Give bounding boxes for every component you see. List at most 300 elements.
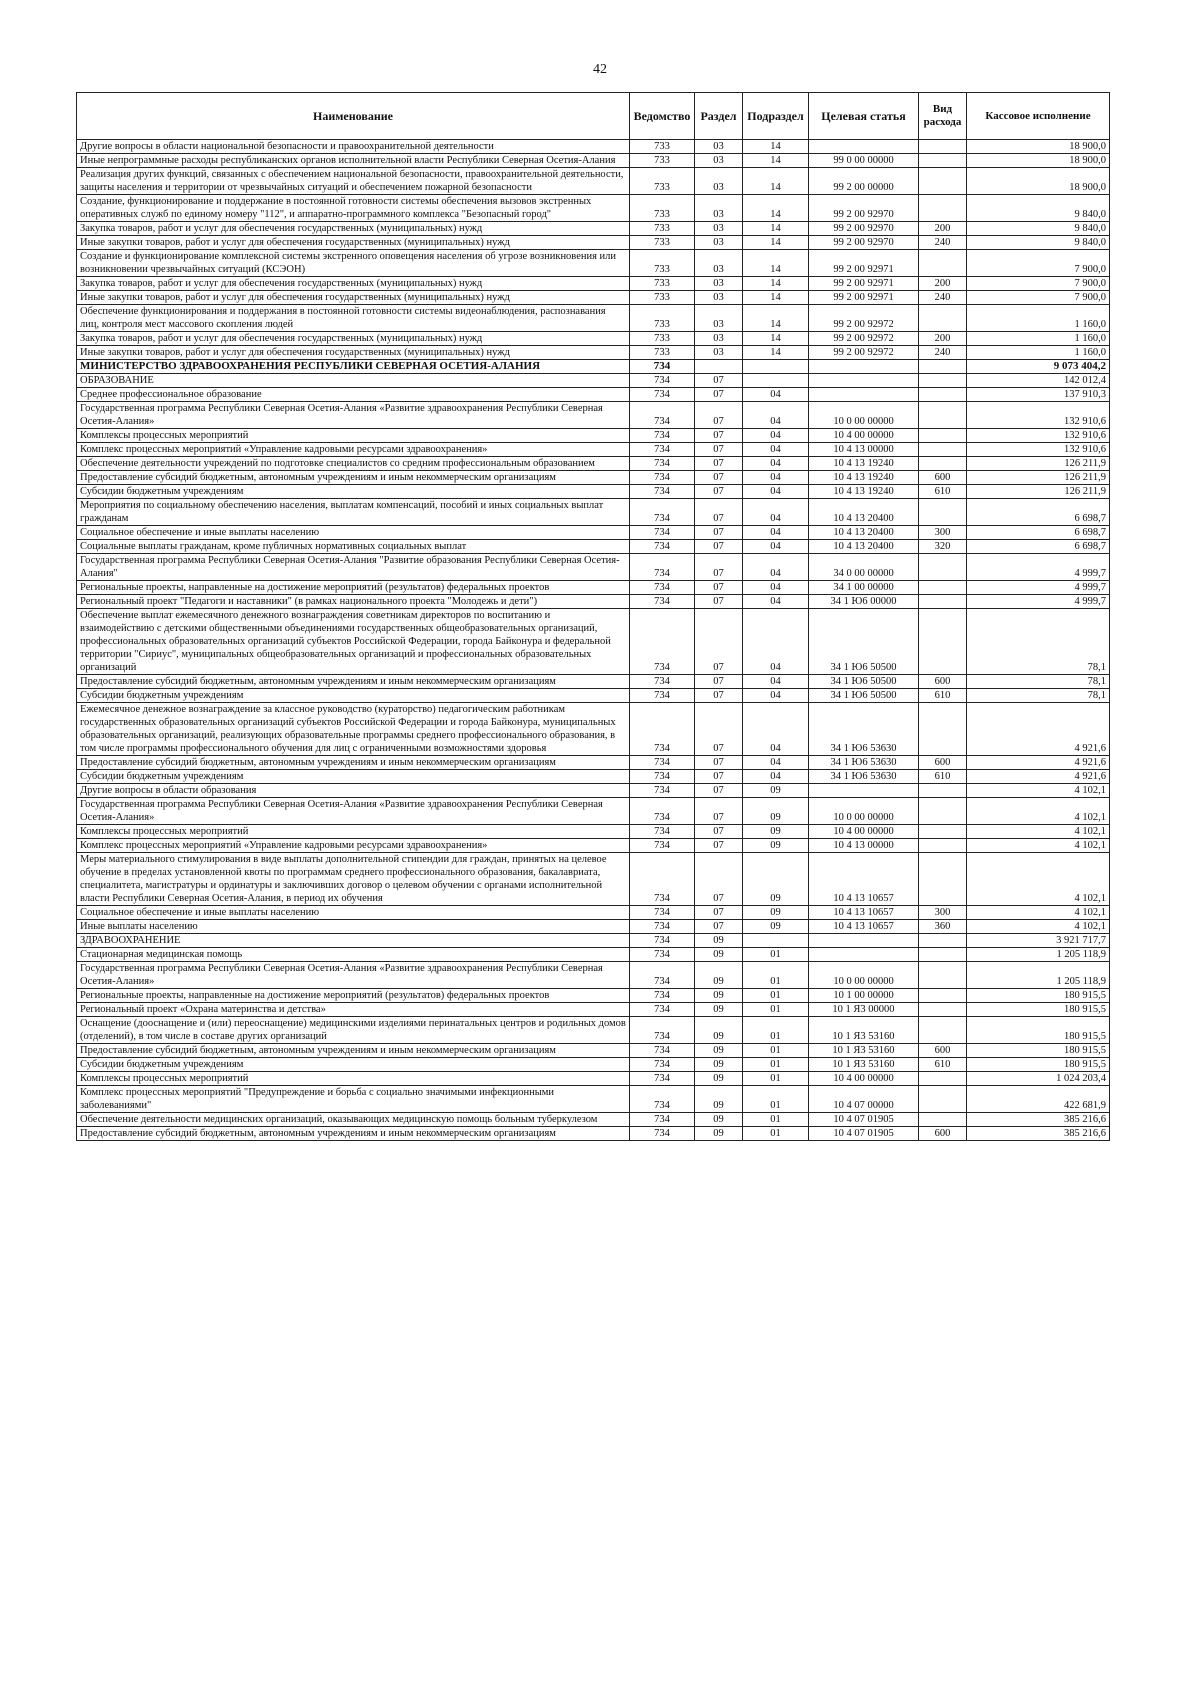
row-section-cell: 09 [695, 1072, 743, 1086]
row-amount-cell: 6 698,7 [967, 540, 1110, 554]
row-dept-cell: 734 [630, 595, 695, 609]
row-dept-cell: 734 [630, 499, 695, 526]
row-name-cell: Другие вопросы в области национальной безопасности и правоохранительной деятельности [77, 140, 630, 154]
row-dept-cell: 734 [630, 360, 695, 374]
row-name-cell: Предоставление субсидий бюджетным, автономным учреждениям и иным некоммерческим организациям [77, 675, 630, 689]
row-type-cell: 600 [919, 675, 967, 689]
row-amount-cell: 1 024 203,4 [967, 1072, 1110, 1086]
row-section-cell: 03 [695, 236, 743, 250]
row-subsection-cell: 04 [743, 581, 809, 595]
row-amount-cell: 18 900,0 [967, 154, 1110, 168]
row-target-cell: 10 4 07 01905 [809, 1127, 919, 1141]
row-target-cell: 10 4 13 00000 [809, 443, 919, 457]
row-target-cell [809, 374, 919, 388]
row-name-cell: Комплекс процессных мероприятий «Управление кадровыми ресурсами здравоохранения» [77, 443, 630, 457]
row-subsection-cell: 04 [743, 756, 809, 770]
row-section-cell: 07 [695, 784, 743, 798]
table-row [77, 756, 1110, 770]
row-section-cell: 07 [695, 703, 743, 756]
row-type-cell [919, 798, 967, 825]
row-section-cell: 03 [695, 222, 743, 236]
row-dept-cell: 733 [630, 154, 695, 168]
row-section-cell: 07 [695, 825, 743, 839]
row-dept-cell: 734 [630, 920, 695, 934]
table-row [77, 948, 1110, 962]
row-dept-cell: 733 [630, 291, 695, 305]
row-name-cell: Иные закупки товаров, работ и услуг для обеспечения государственных (муниципальных) нужд [77, 291, 630, 305]
table-row [77, 853, 1110, 906]
row-section-cell: 09 [695, 1058, 743, 1072]
row-target-cell [809, 388, 919, 402]
row-amount-cell: 7 900,0 [967, 277, 1110, 291]
row-name-cell: Иные выплаты населению [77, 920, 630, 934]
table-row [77, 526, 1110, 540]
row-dept-cell: 734 [630, 581, 695, 595]
row-name-cell: Среднее профессиональное образование [77, 388, 630, 402]
row-name-cell: Региональный проект "Педагоги и наставники" (в рамках национального проекта "Молодежь и дети") [77, 595, 630, 609]
row-dept-cell: 733 [630, 250, 695, 277]
row-amount-cell: 78,1 [967, 675, 1110, 689]
row-amount-cell: 1 205 118,9 [967, 948, 1110, 962]
row-amount-cell: 1 160,0 [967, 346, 1110, 360]
row-dept-cell: 733 [630, 305, 695, 332]
row-name-cell: Комплекс процессных мероприятий «Управление кадровыми ресурсами здравоохранения» [77, 839, 630, 853]
row-type-cell: 600 [919, 471, 967, 485]
row-target-cell: 99 2 00 92972 [809, 346, 919, 360]
row-dept-cell: 734 [630, 1058, 695, 1072]
table-row [77, 906, 1110, 920]
table-row [77, 920, 1110, 934]
row-amount-cell: 385 216,6 [967, 1113, 1110, 1127]
row-section-cell: 09 [695, 948, 743, 962]
row-target-cell: 10 4 00 00000 [809, 825, 919, 839]
row-amount-cell: 137 910,3 [967, 388, 1110, 402]
table-row [77, 1086, 1110, 1113]
row-target-cell: 10 4 13 20400 [809, 526, 919, 540]
row-section-cell: 07 [695, 540, 743, 554]
row-dept-cell: 734 [630, 402, 695, 429]
row-name-cell: Государственная программа Республики Северная Осетия-Алания «Развитие здравоохранения Республики Северная Осетия-Алания» [77, 798, 630, 825]
row-name-cell: Другие вопросы в области образования [77, 784, 630, 798]
row-section-cell: 07 [695, 526, 743, 540]
row-type-cell [919, 360, 967, 374]
row-name-cell: Реализация других функций, связанных с обеспечением национальной безопасности, правоохранительной деятельности, защиты населения и территории от чрезвычайных ситуаций и обеспечением пожарной безопасности [77, 168, 630, 195]
table-row [77, 989, 1110, 1003]
row-amount-cell: 78,1 [967, 609, 1110, 675]
row-dept-cell: 733 [630, 332, 695, 346]
row-type-cell [919, 429, 967, 443]
row-target-cell: 10 0 00 00000 [809, 402, 919, 429]
row-target-cell: 10 1 Я3 53160 [809, 1058, 919, 1072]
row-dept-cell: 734 [630, 1044, 695, 1058]
row-dept-cell: 733 [630, 346, 695, 360]
row-section-cell: 03 [695, 277, 743, 291]
row-type-cell: 610 [919, 485, 967, 499]
row-subsection-cell: 01 [743, 962, 809, 989]
row-target-cell: 10 1 00 00000 [809, 989, 919, 1003]
row-amount-cell: 9 840,0 [967, 195, 1110, 222]
row-type-cell [919, 609, 967, 675]
row-name-cell: Государственная программа Республики Северная Осетия-Алания «Развитие здравоохранения Республики Северная Осетия-Алания» [77, 962, 630, 989]
row-amount-cell: 1 205 118,9 [967, 962, 1110, 989]
row-amount-cell: 126 211,9 [967, 457, 1110, 471]
row-section-cell: 03 [695, 195, 743, 222]
row-section-cell: 07 [695, 429, 743, 443]
row-section-cell: 03 [695, 168, 743, 195]
row-subsection-cell: 14 [743, 222, 809, 236]
row-name-cell: Социальное обеспечение и иные выплаты населению [77, 906, 630, 920]
table-row [77, 236, 1110, 250]
row-section-cell: 09 [695, 1017, 743, 1044]
row-type-cell [919, 140, 967, 154]
row-amount-cell: 4 102,1 [967, 798, 1110, 825]
row-subsection-cell: 14 [743, 277, 809, 291]
header-target: Целевая статья [809, 93, 919, 140]
row-type-cell [919, 402, 967, 429]
table-row [77, 195, 1110, 222]
row-subsection-cell: 14 [743, 291, 809, 305]
row-target-cell: 99 2 00 92970 [809, 236, 919, 250]
row-subsection-cell: 09 [743, 784, 809, 798]
row-type-cell [919, 374, 967, 388]
row-target-cell: 34 1 Ю6 53630 [809, 703, 919, 756]
row-amount-cell: 4 921,6 [967, 770, 1110, 784]
row-subsection-cell: 04 [743, 540, 809, 554]
header-expense-type: Вид расхода [919, 93, 967, 140]
row-type-cell [919, 554, 967, 581]
row-target-cell: 34 1 Ю6 50500 [809, 675, 919, 689]
row-dept-cell: 734 [630, 798, 695, 825]
row-section-cell: 07 [695, 853, 743, 906]
row-name-cell: Предоставление субсидий бюджетным, автономным учреждениям и иным некоммерческим организациям [77, 756, 630, 770]
row-dept-cell: 733 [630, 140, 695, 154]
row-name-cell: Государственная программа Республики Северная Осетия-Алания «Развитие здравоохранения Республики Северная Осетия-Алания» [77, 402, 630, 429]
table-row [77, 485, 1110, 499]
row-target-cell: 10 4 13 10657 [809, 920, 919, 934]
row-dept-cell: 734 [630, 485, 695, 499]
row-amount-cell: 4 102,1 [967, 906, 1110, 920]
row-name-cell: Иные непрограммные расходы республиканских органов исполнительной власти Республики Северная Осетия-Алания [77, 154, 630, 168]
row-target-cell: 10 4 13 00000 [809, 839, 919, 853]
row-amount-cell: 3 921 717,7 [967, 934, 1110, 948]
row-dept-cell: 734 [630, 1113, 695, 1127]
row-type-cell [919, 154, 967, 168]
row-subsection-cell: 14 [743, 346, 809, 360]
row-subsection-cell: 09 [743, 825, 809, 839]
row-type-cell: 300 [919, 526, 967, 540]
row-subsection-cell: 01 [743, 1113, 809, 1127]
row-section-cell: 09 [695, 934, 743, 948]
header-execution: Кассовое исполнение [967, 93, 1110, 140]
row-type-cell [919, 948, 967, 962]
table-row [77, 443, 1110, 457]
row-type-cell: 360 [919, 920, 967, 934]
row-type-cell: 600 [919, 756, 967, 770]
row-target-cell: 34 1 Ю6 50500 [809, 609, 919, 675]
row-target-cell [809, 948, 919, 962]
row-dept-cell: 734 [630, 962, 695, 989]
row-subsection-cell: 01 [743, 1058, 809, 1072]
row-target-cell: 10 4 13 20400 [809, 499, 919, 526]
row-amount-cell: 4 102,1 [967, 825, 1110, 839]
row-section-cell: 07 [695, 920, 743, 934]
row-amount-cell: 78,1 [967, 689, 1110, 703]
row-name-cell: Комплексы процессных мероприятий [77, 825, 630, 839]
row-target-cell [809, 784, 919, 798]
row-section-cell: 07 [695, 554, 743, 581]
row-subsection-cell: 14 [743, 250, 809, 277]
row-section-cell: 09 [695, 1127, 743, 1141]
table-row [77, 703, 1110, 756]
table-row [77, 675, 1110, 689]
table-row [77, 140, 1110, 154]
row-name-cell: Оснащение (дооснащение и (или) переоснащение) медицинскими изделиями перинатальных центров и родильных домов (отделений), в том числе в составе других организаций [77, 1017, 630, 1044]
row-target-cell: 10 4 13 10657 [809, 906, 919, 920]
row-dept-cell: 734 [630, 770, 695, 784]
row-section-cell: 03 [695, 346, 743, 360]
row-section-cell [695, 360, 743, 374]
row-target-cell: 99 0 00 00000 [809, 154, 919, 168]
row-section-cell: 07 [695, 471, 743, 485]
row-amount-cell: 132 910,6 [967, 443, 1110, 457]
table-row [77, 374, 1110, 388]
table-row [77, 689, 1110, 703]
row-amount-cell: 4 102,1 [967, 920, 1110, 934]
row-subsection-cell: 04 [743, 554, 809, 581]
row-dept-cell: 734 [630, 374, 695, 388]
row-type-cell [919, 1113, 967, 1127]
row-section-cell: 07 [695, 457, 743, 471]
row-amount-cell: 18 900,0 [967, 140, 1110, 154]
row-name-cell: Иные закупки товаров, работ и услуг для обеспечения государственных (муниципальных) нужд [77, 236, 630, 250]
row-section-cell: 03 [695, 250, 743, 277]
table-row [77, 1113, 1110, 1127]
row-subsection-cell: 09 [743, 839, 809, 853]
row-type-cell [919, 703, 967, 756]
row-dept-cell: 734 [630, 756, 695, 770]
row-target-cell: 10 4 13 19240 [809, 485, 919, 499]
row-type-cell [919, 1072, 967, 1086]
row-type-cell: 240 [919, 291, 967, 305]
row-dept-cell: 733 [630, 236, 695, 250]
table-row [77, 1003, 1110, 1017]
row-amount-cell: 4 102,1 [967, 853, 1110, 906]
row-amount-cell: 142 012,4 [967, 374, 1110, 388]
row-name-cell: Предоставление субсидий бюджетным, автономным учреждениям и иным некоммерческим организациям [77, 1127, 630, 1141]
row-subsection-cell: 14 [743, 236, 809, 250]
row-target-cell: 10 4 13 19240 [809, 457, 919, 471]
row-dept-cell: 733 [630, 277, 695, 291]
row-type-cell [919, 195, 967, 222]
row-amount-cell: 180 915,5 [967, 1003, 1110, 1017]
row-amount-cell: 126 211,9 [967, 485, 1110, 499]
header-dept: Ведомство [630, 93, 695, 140]
row-subsection-cell: 14 [743, 140, 809, 154]
row-section-cell: 07 [695, 581, 743, 595]
row-name-cell: Предоставление субсидий бюджетным, автономным учреждениям и иным некоммерческим организациям [77, 471, 630, 485]
row-amount-cell: 4 102,1 [967, 784, 1110, 798]
row-dept-cell: 734 [630, 457, 695, 471]
row-name-cell: Региональный проект «Охрана материнства и детства» [77, 1003, 630, 1017]
header-subsection: Подраздел [743, 93, 809, 140]
row-section-cell: 09 [695, 1003, 743, 1017]
row-dept-cell: 734 [630, 689, 695, 703]
row-subsection-cell: 01 [743, 1044, 809, 1058]
row-dept-cell: 733 [630, 168, 695, 195]
row-type-cell [919, 305, 967, 332]
row-type-cell [919, 825, 967, 839]
row-target-cell: 10 4 07 01905 [809, 1113, 919, 1127]
table-body [77, 140, 1110, 1141]
table-row [77, 1044, 1110, 1058]
row-type-cell: 300 [919, 906, 967, 920]
row-type-cell [919, 1086, 967, 1113]
row-section-cell: 07 [695, 689, 743, 703]
row-amount-cell: 9 840,0 [967, 236, 1110, 250]
row-subsection-cell: 09 [743, 853, 809, 906]
row-name-cell: МИНИСТЕРСТВО ЗДРАВООХРАНЕНИЯ РЕСПУБЛИКИ СЕВЕРНАЯ ОСЕТИЯ-АЛАНИЯ [77, 360, 630, 374]
row-dept-cell: 734 [630, 703, 695, 756]
row-dept-cell: 734 [630, 825, 695, 839]
row-target-cell [809, 934, 919, 948]
table-row [77, 554, 1110, 581]
table-row [77, 1017, 1110, 1044]
table-row [77, 402, 1110, 429]
row-type-cell: 600 [919, 1044, 967, 1058]
row-subsection-cell: 04 [743, 457, 809, 471]
table-row [77, 457, 1110, 471]
row-target-cell: 34 1 Ю6 53630 [809, 770, 919, 784]
row-dept-cell: 734 [630, 443, 695, 457]
row-type-cell [919, 962, 967, 989]
row-subsection-cell: 01 [743, 1086, 809, 1113]
header-section: Раздел [695, 93, 743, 140]
row-subsection-cell: 01 [743, 1003, 809, 1017]
row-section-cell: 03 [695, 305, 743, 332]
row-dept-cell: 734 [630, 1086, 695, 1113]
row-amount-cell: 4 999,7 [967, 554, 1110, 581]
table-row [77, 798, 1110, 825]
row-name-cell: Ежемесячное денежное вознаграждение за классное руководство (кураторство) педагогическим работникам государственных образовательных организаций субъектов Российской Федерации и города Байконура, муниципальных образовательных организаций, реализующих образовательные программы среднего профессионального образования, в том числе программы профессионального обучения для лиц с ограниченными возможностями здоровья [77, 703, 630, 756]
row-section-cell: 07 [695, 388, 743, 402]
row-section-cell: 07 [695, 675, 743, 689]
row-subsection-cell: 04 [743, 388, 809, 402]
table-row [77, 305, 1110, 332]
row-section-cell: 07 [695, 609, 743, 675]
row-section-cell: 03 [695, 332, 743, 346]
row-name-cell: Создание, функционирование и поддержание в постоянной готовности системы обеспечения вызовов экстренных оперативных служб по единому номеру "112", и аппаратно-программного комплекса "Безопасный город" [77, 195, 630, 222]
row-type-cell: 600 [919, 1127, 967, 1141]
row-dept-cell: 733 [630, 195, 695, 222]
row-amount-cell: 126 211,9 [967, 471, 1110, 485]
row-name-cell: ОБРАЗОВАНИЕ [77, 374, 630, 388]
row-target-cell: 10 1 Я3 00000 [809, 1003, 919, 1017]
row-target-cell [809, 360, 919, 374]
row-section-cell: 07 [695, 443, 743, 457]
row-name-cell: Социальные выплаты гражданам, кроме публичных нормативных социальных выплат [77, 540, 630, 554]
row-target-cell: 99 2 00 92971 [809, 291, 919, 305]
row-target-cell: 10 4 07 00000 [809, 1086, 919, 1113]
row-type-cell [919, 443, 967, 457]
row-dept-cell: 734 [630, 989, 695, 1003]
row-section-cell: 09 [695, 962, 743, 989]
row-type-cell [919, 853, 967, 906]
row-type-cell [919, 388, 967, 402]
row-type-cell: 240 [919, 346, 967, 360]
row-dept-cell: 734 [630, 784, 695, 798]
row-subsection-cell: 01 [743, 1127, 809, 1141]
table-row [77, 291, 1110, 305]
row-name-cell: ЗДРАВООХРАНЕНИЕ [77, 934, 630, 948]
row-target-cell: 34 1 Ю6 53630 [809, 756, 919, 770]
row-type-cell [919, 457, 967, 471]
table-row [77, 471, 1110, 485]
table-row [77, 581, 1110, 595]
row-section-cell: 09 [695, 1113, 743, 1127]
table-row [77, 934, 1110, 948]
row-subsection-cell [743, 934, 809, 948]
row-subsection-cell: 14 [743, 305, 809, 332]
table-row [77, 825, 1110, 839]
row-name-cell: Иные закупки товаров, работ и услуг для обеспечения государственных (муниципальных) нужд [77, 346, 630, 360]
row-dept-cell: 734 [630, 540, 695, 554]
row-target-cell: 10 4 13 10657 [809, 853, 919, 906]
row-name-cell: Мероприятия по социальному обеспечению населения, выплатам компенсаций, пособий и иных социальных выплат гражданам [77, 499, 630, 526]
row-section-cell: 09 [695, 989, 743, 1003]
row-target-cell: 99 2 00 92972 [809, 332, 919, 346]
row-amount-cell: 132 910,6 [967, 429, 1110, 443]
table-row [77, 429, 1110, 443]
row-amount-cell: 4 921,6 [967, 703, 1110, 756]
row-name-cell: Комплексы процессных мероприятий [77, 1072, 630, 1086]
row-dept-cell: 733 [630, 222, 695, 236]
row-type-cell: 240 [919, 236, 967, 250]
row-section-cell: 07 [695, 798, 743, 825]
row-name-cell: Закупка товаров, работ и услуг для обеспечения государственных (муниципальных) нужд [77, 332, 630, 346]
row-section-cell: 07 [695, 499, 743, 526]
row-subsection-cell: 14 [743, 332, 809, 346]
row-name-cell: Меры материального стимулирования в виде выплаты дополнительной стипендии для граждан, принятых на целевое обучение в пределах установленной квоты по программам среднего профессионального образования, бакалавриата, специалитета, магистратуры и ординатуры и заключивших договор о целевом обучении с органами исполнительной власти Республики Северная Осетия-Алания, в период их обучения [77, 853, 630, 906]
row-type-cell: 610 [919, 1058, 967, 1072]
row-dept-cell: 734 [630, 554, 695, 581]
row-amount-cell: 1 160,0 [967, 332, 1110, 346]
row-subsection-cell: 14 [743, 154, 809, 168]
row-section-cell: 09 [695, 1044, 743, 1058]
row-amount-cell: 4 921,6 [967, 756, 1110, 770]
table-row [77, 1058, 1110, 1072]
row-amount-cell: 180 915,5 [967, 1044, 1110, 1058]
row-type-cell: 200 [919, 222, 967, 236]
row-dept-cell: 734 [630, 675, 695, 689]
row-subsection-cell: 09 [743, 920, 809, 934]
row-section-cell: 07 [695, 595, 743, 609]
row-type-cell [919, 499, 967, 526]
ministry-row [77, 360, 1110, 374]
row-target-cell: 10 1 Я3 53160 [809, 1017, 919, 1044]
table-row [77, 609, 1110, 675]
page-number: 42 [593, 62, 607, 77]
row-subsection-cell: 04 [743, 526, 809, 540]
row-type-cell: 320 [919, 540, 967, 554]
row-target-cell: 10 0 00 00000 [809, 962, 919, 989]
row-amount-cell: 180 915,5 [967, 1058, 1110, 1072]
row-amount-cell: 6 698,7 [967, 499, 1110, 526]
table-row [77, 168, 1110, 195]
row-target-cell: 10 0 00 00000 [809, 798, 919, 825]
row-name-cell: Субсидии бюджетным учреждениям [77, 1058, 630, 1072]
row-dept-cell: 734 [630, 853, 695, 906]
row-dept-cell: 734 [630, 526, 695, 540]
